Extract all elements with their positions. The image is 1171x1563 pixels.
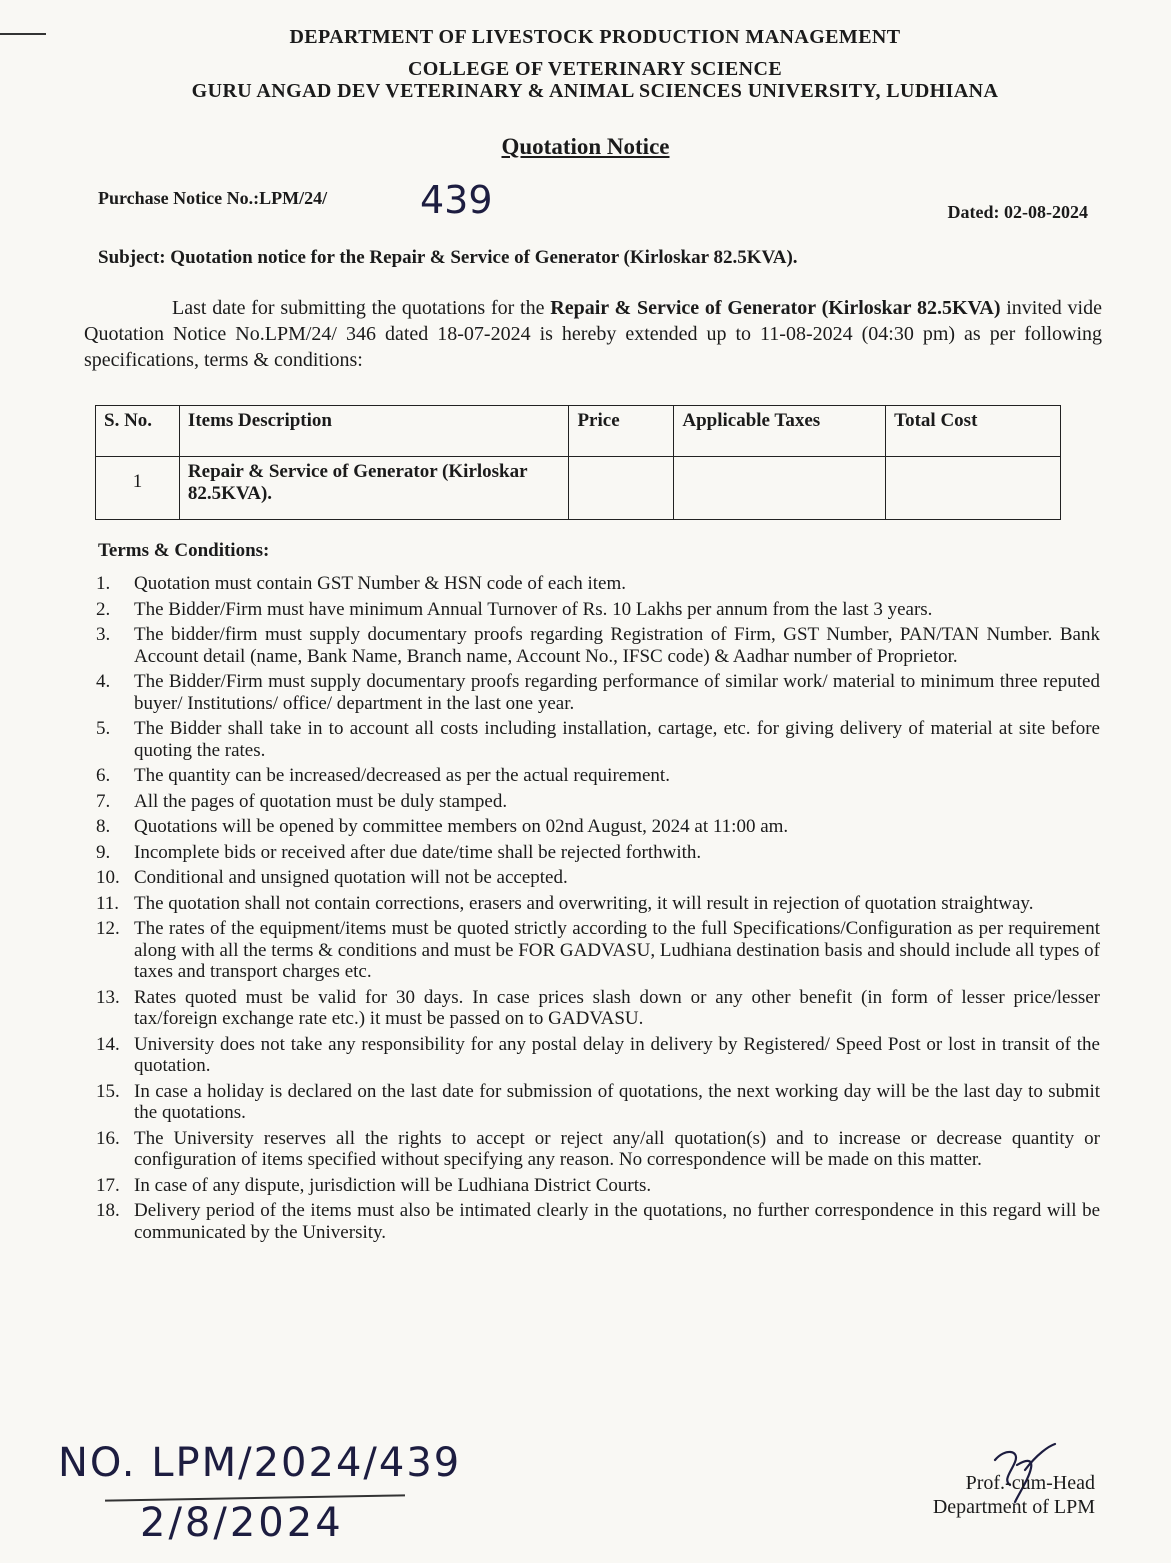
term-text: Quotations will be opened by committee members on 02nd August, 2024 at 11:00 am.	[134, 816, 789, 837]
term-number: 5.	[96, 718, 111, 739]
term-number: 13.	[96, 986, 120, 1008]
list-item	[96, 791, 1100, 813]
term-text: The quantity can be increased/decreased as per the actual requirement.	[134, 765, 670, 786]
cell-sno: 1	[96, 457, 180, 520]
margin-mark	[0, 33, 46, 35]
term-text: University does not take any responsibility for any postal delay in delivery by Registered/ Speed Post or lost in transit of the quotation.	[134, 1033, 1100, 1076]
term-text: The Bidder/Firm must supply documentary proofs regarding performance of similar work/ material to minimum three reputed buyer/ Institutions/ office/ department in the last one year.	[134, 671, 1100, 714]
signatory-department: Department of LPM	[932, 1496, 1095, 1518]
term-number: 17.	[96, 1174, 120, 1196]
list-item	[96, 893, 1100, 915]
col-header-total: Total Cost	[886, 406, 1061, 457]
term-number: 15.	[96, 1080, 120, 1102]
term-text: The Bidder/Firm must have minimum Annual Turnover of Rs. 10 Lakhs per annum from the last 3 years.	[134, 598, 933, 620]
list-item	[96, 1175, 1100, 1197]
term-text: In case of any dispute, jurisdiction will be Ludhiana District Courts.	[134, 1174, 652, 1196]
list-item	[96, 918, 1100, 983]
intro-text-1: Last date for submitting the quotations for the	[172, 297, 551, 319]
col-header-sno: S. No.	[96, 406, 180, 457]
intro-text-bold: Repair & Service of Generator (Kirloskar 82.5KVA)	[550, 297, 1001, 319]
terms-list	[96, 573, 1100, 1247]
cell-taxes	[674, 457, 886, 520]
col-header-taxes: Applicable Taxes	[674, 406, 886, 457]
term-text: In case a holiday is declared on the last date for submission of quotations, the next working day will be the last day to submit the quotations.	[134, 1080, 1100, 1123]
term-number: 7.	[96, 790, 111, 812]
term-number: 12.	[96, 918, 120, 939]
col-header-price: Price	[569, 406, 674, 457]
term-number: 14.	[96, 1033, 120, 1055]
list-item	[96, 718, 1100, 761]
term-number: 8.	[96, 816, 111, 837]
term-text: Incomplete bids or received after due date/time shall be rejected forthwith.	[134, 841, 702, 863]
handwritten-date: 2/8/2024	[140, 1500, 344, 1546]
list-item	[96, 987, 1100, 1030]
terms-heading: Terms & Conditions:	[98, 540, 270, 561]
list-item	[96, 867, 1100, 889]
cell-price	[569, 457, 674, 520]
list-item	[96, 765, 1100, 787]
term-text: The Bidder shall take in to account all costs including installation, cartage, etc. for giving delivery of material at site before quoting the rates.	[134, 718, 1100, 761]
list-item	[96, 1034, 1100, 1077]
term-text: Quotation must contain GST Number & HSN code of each item.	[134, 573, 626, 594]
term-number: 11.	[96, 892, 120, 914]
term-text: Conditional and unsigned quotation will not be accepted.	[134, 867, 568, 888]
term-number: 4.	[96, 671, 111, 692]
intro-text-2: invited vide Quotation Notice No.LPM/24/ 346 dated 18-07-2024 is hereby extended up to 11-08-2024 (04:30 pm) as per following specifications, terms & conditions:	[84, 297, 1102, 371]
handwritten-notice-number: 439	[420, 178, 493, 222]
term-text: The quotation shall not contain corrections, erasers and overwriting, it will result in rejection of quotation straightway.	[134, 892, 1034, 914]
list-item	[96, 1081, 1100, 1124]
list-item	[96, 1200, 1100, 1243]
list-item	[96, 816, 1100, 838]
table-header-row	[96, 406, 1061, 457]
term-number: 9.	[96, 841, 111, 863]
department-name: DEPARTMENT OF LIVESTOCK PRODUCTION MANAGEMENT	[289, 26, 901, 48]
term-text: Rates quoted must be valid for 30 days. In case prices slash down or any other benefit (in form of lesser price/lesser tax/foreign exchange rate etc.) it must be passed on to GADVASU.	[134, 986, 1100, 1029]
intro-paragraph	[84, 295, 1102, 373]
items-table	[95, 405, 1061, 520]
table-row	[96, 457, 1061, 520]
term-text: Delivery period of the items must also be intimated clearly in the quotations, no further correspondence in this regard will be communicated by the University.	[134, 1200, 1100, 1243]
term-number: 2.	[96, 598, 111, 620]
subject-line: Subject: Quotation notice for the Repair & Service of Generator (Kirloskar 82.5KVA).	[98, 247, 798, 268]
term-text: The rates of the equipment/items must be quoted strictly according to the full Specifications/Configuration as per requirement along with all the terms & conditions and must be FOR GADVASU, Ludhiana destination basis and should include all types of taxes and transport charges etc.	[134, 918, 1100, 982]
list-item	[96, 624, 1100, 667]
term-number: 18.	[96, 1200, 120, 1221]
cell-description: Repair & Service of Generator (Kirloskar 82.5KVA).	[179, 457, 569, 520]
term-number: 1.	[96, 573, 111, 594]
notice-date: Dated: 02-08-2024	[947, 202, 1088, 222]
cell-total	[886, 457, 1061, 520]
handwritten-reference: NO. LPM/2024/439	[58, 1440, 462, 1486]
signatory-title: Prof.-cum-Head	[965, 1472, 1095, 1494]
list-item	[96, 1128, 1100, 1171]
list-item	[96, 671, 1100, 714]
list-item	[96, 842, 1100, 864]
college-name: COLLEGE OF VETERINARY SCIENCE	[407, 58, 783, 80]
term-text: The University reserves all the rights to accept or reject any/all quotation(s) and to increase or decrease quantity or configuration of items specified without specifying any reason. No correspondence will be made on this matter.	[134, 1127, 1100, 1170]
page-title: Quotation Notice	[501, 134, 670, 159]
col-header-description: Items Description	[179, 406, 569, 457]
term-number: 10.	[96, 867, 120, 888]
term-text: All the pages of quotation must be duly stamped.	[134, 790, 508, 812]
list-item	[96, 573, 1100, 595]
list-item	[96, 599, 1100, 621]
term-number: 16.	[96, 1127, 120, 1149]
university-name: GURU ANGAD DEV VETERINARY & ANIMAL SCIENCES UNIVERSITY, LUDHIANA	[191, 80, 999, 102]
term-text: The bidder/firm must supply documentary proofs regarding Registration of Firm, GST Number, PAN/TAN Number. Bank Account detail (name, Bank Name, Branch name, Account No., IFSC code) & Aadhar number of Proprietor.	[134, 624, 1100, 667]
term-number: 3.	[96, 624, 111, 645]
term-number: 6.	[96, 765, 111, 786]
purchase-notice-label: Purchase Notice No.:LPM/24/	[98, 188, 328, 208]
